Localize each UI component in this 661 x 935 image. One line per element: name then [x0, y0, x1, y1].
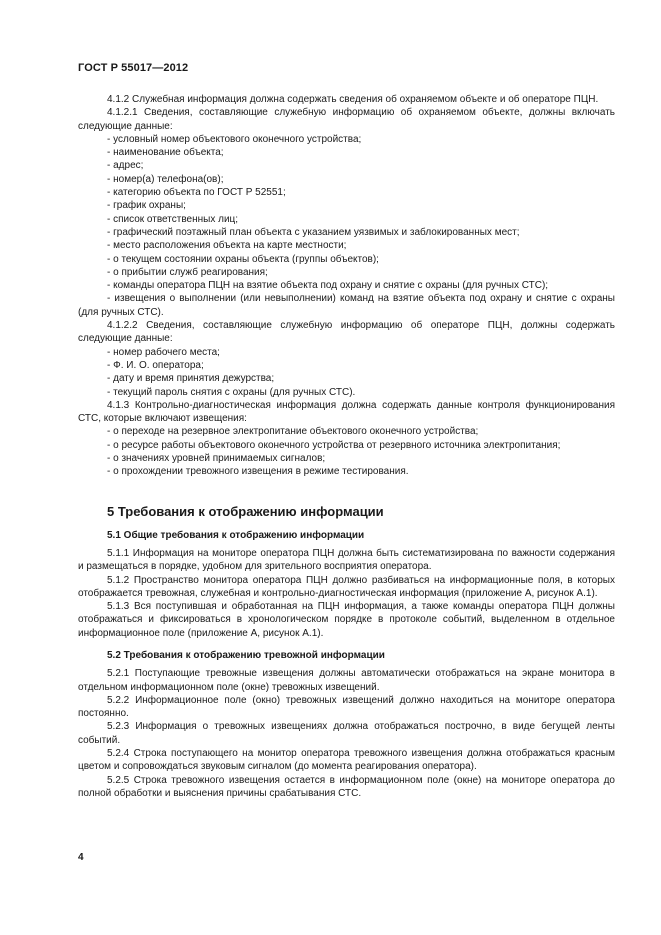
paragraph-5-1-3: 5.1.3 Вся поступившая и обработанная на ПЦН информация, а также команды оператора ПЦН должны отображаться и фиксироваться в хронологическом порядке в протоколе событий, выделенном в отдельное информационное поле (приложение А, рисунок А.1). [78, 601, 615, 639]
list-item: - текущий пароль снятия с охраны (для ручных СТС). [107, 386, 356, 398]
list-item: - о значениях уровней принимаемых сигналов; [107, 453, 326, 465]
list-item: - о переходе на резервное электропитание объектового оконечного устройства; [107, 426, 479, 438]
list-item: - номер(а) телефона(ов); [107, 173, 224, 185]
list-item: - номер рабочего места; [107, 346, 220, 358]
list-item-wrapped: - извещения о выполнении (или невыполнении) команд на взятие объекта под охрану и снятие с охраны (для ручных СТС). [78, 293, 615, 318]
paragraph-5-2-5: 5.2.5 Строка тревожного извещения остается в информационном поле (окне) на мониторе оператора до полной обработки и выяснения причины срабатывания СТС. [78, 774, 615, 799]
paragraph-5-1-2: 5.1.2 Пространство монитора оператора ПЦН должно разбиваться на информационные поля, в которых отображается тревожная, служебная и контрольно-диагностическая информация (приложение А, рисунок А.1). [78, 574, 615, 599]
paragraph-4-1-3: 4.1.3 Контрольно-диагностическая информация должна содержать данные контроля функционирования СТС, которые включают извещения: [78, 399, 615, 425]
document-header: ГОСТ Р 55017—2012 [78, 62, 189, 74]
list-item: - условный номер объектового оконечного устройства; [107, 133, 362, 145]
list-item: - о прибытии служб реагирования; [107, 266, 268, 278]
list-item: - место расположения объекта на карте местности; [107, 240, 347, 252]
paragraph-5-2-3: 5.2.3 Информация о тревожных извещениях должна отображаться построчно, в виде бегущей ленты событий. [78, 721, 615, 746]
paragraph-5-2-4: 5.2.4 Строка поступающего на монитор оператора тревожного извещения должна отображаться красным цветом и сопровождаться звуковым сигналом (до момента реагирования оператора). [78, 748, 615, 773]
list-item: - Ф. И. О. оператора; [107, 359, 204, 371]
list-item: - наименование объекта; [107, 147, 224, 159]
list-item: - дату и время принятия дежурства; [107, 373, 275, 385]
list-item: - о текущем состоянии охраны объекта (группы объектов); [107, 253, 379, 265]
list-item: - команды оператора ПЦН на взятие объекта под охрану и снятие с охраны (для ручных СТС); [107, 280, 549, 292]
paragraph-5-2-1: 5.2.1 Поступающие тревожные извещения должны автоматически отображаться на экране монитора в отдельном информационном поле (окне) тревожных извещений. [78, 668, 615, 693]
list-item: - категорию объекта по ГОСТ Р 52551; [107, 187, 286, 199]
subsection-title: 5.1 Общие требования к отображению информации [107, 529, 365, 541]
list-item: - о прохождении тревожного извещения в режиме тестирования. [107, 466, 409, 478]
paragraph-4-1-2-1: 4.1.2.1 Сведения, составляющие служебную информацию об охраняемом объекте, должны включать следующие данные: [78, 107, 615, 132]
paragraph-5-1-1: 5.1.1 Информация на мониторе оператора ПЦН должна быть систематизирована по важности содержания и размещаться в порядке, удобном для зрительного восприятия оператора. [78, 547, 615, 573]
paragraph-5-2-2: 5.2.2 Информационное поле (окно) тревожных извещений должно находиться на мониторе оператора постоянно. [78, 694, 615, 720]
paragraph-4-1-2-2: 4.1.2.2 Сведения, составляющие служебную информацию об операторе ПЦН, должны содержать следующие данные: [78, 320, 615, 345]
list-item: - график охраны; [107, 200, 186, 212]
paragraph-4-1-2: 4.1.2 Служебная информация должна содержать сведения об охраняемом объекте и об операторе ПЦН. [107, 94, 599, 105]
document-body [78, 93, 615, 800]
page-number: 4 [78, 852, 84, 863]
subsection-title: 5.2 Требования к отображению тревожной информации [107, 649, 385, 661]
section-title: 5 Требования к отображению информации [107, 503, 384, 519]
list-item: - графический поэтажный план объекта с указанием уязвимых и заблокированных мест; [107, 226, 520, 238]
list-item: - список ответственных лиц; [107, 213, 239, 225]
list-item-wrapped: - о ресурсе работы объектового оконечного устройства от резервного источника электропитания; [107, 439, 561, 451]
list-item: - адрес; [107, 160, 144, 172]
